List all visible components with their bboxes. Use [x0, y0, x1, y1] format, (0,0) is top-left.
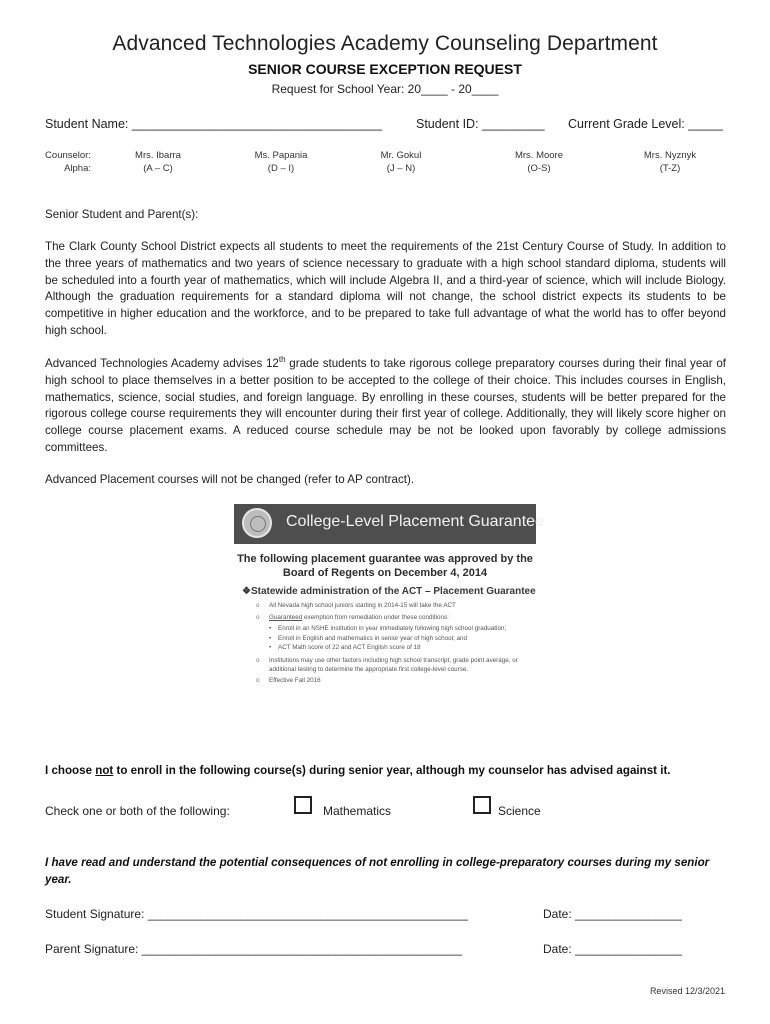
course-checkbox-row	[45, 796, 725, 822]
paragraph-requirements: The Clark County School District expects all students to meet the requirements of the 21st Century Course of Study. In addition to the three years of mathematics and two years of science necessary to graduate with a high school standard diploma, students will be scheduled into a fourth year of mathematics, which will include Algebra II, and a third-year of science, which will include Biology. Although the graduation requirements for a standard diploma will not change, the school district expects its students to be competitive in higher education and the workforce, and to be prepared to take full advantage of what the world has to offer beyond high school.	[45, 240, 726, 337]
student-name-field[interactable]: Student Name: ____________________________________	[45, 117, 383, 131]
student-id-field[interactable]: Student ID: _________	[416, 117, 545, 131]
placement-list-item	[256, 614, 526, 623]
science-label: Science	[498, 804, 541, 818]
counselor-alpha: (D – I)	[267, 163, 295, 174]
underlined-word: not	[95, 764, 114, 777]
placement-list	[256, 602, 526, 689]
state-seal-icon	[242, 508, 272, 538]
statewide-heading: ❖Statewide administration of the ACT – Placement Guarantee	[242, 586, 536, 597]
acknowledgement-statement: I have read and understand the potential consequences of not enrolling in college-preparatory courses during my senior year.	[45, 856, 710, 886]
parent-signature-field[interactable]: Parent Signature: ________________________________________________	[45, 942, 463, 956]
counselor-name: Mrs. Nyznyk	[643, 150, 697, 161]
placement-list-item: o Institutions may use other factors including high school transcript, grade point average, or additional testing to determine the appropriate first college-level course.	[256, 657, 526, 674]
alpha-label: Alpha:	[64, 163, 91, 174]
placement-item-text: exemption from remediation under these conditions:	[302, 613, 449, 621]
choice-text: I choose	[45, 764, 96, 777]
placement-banner-title: College-Level Placement Guarantee	[286, 513, 544, 530]
placement-list-item: o Effective Fall 2016	[256, 677, 526, 686]
placement-heading	[234, 552, 536, 580]
choice-text: to enroll in the following course(s) during senior year, although my counselor has advised against it.	[113, 764, 671, 777]
page-title: Advanced Technologies Academy Counseling Department	[112, 32, 658, 55]
counselor-column	[246, 149, 316, 175]
counselor-alpha: (A – C)	[143, 163, 173, 174]
counselor-column	[503, 149, 575, 175]
greeting: Senior Student and Parent(s):	[45, 208, 199, 221]
paragraph-ap-note: Advanced Placement courses will not be changed (refer to AP contract).	[45, 473, 415, 486]
underlined-word: Guaranteed	[269, 613, 303, 621]
placement-banner	[234, 504, 544, 544]
paragraph-advice	[45, 356, 726, 457]
science-checkbox[interactable]	[473, 796, 491, 814]
mathematics-label: Mathematics	[323, 804, 392, 818]
counselor-column	[366, 149, 436, 175]
counselor-name: Mrs. Ibarra	[135, 150, 181, 161]
placement-bullet: • ACT Math score of 22 and ACT English score of 18	[256, 644, 526, 653]
placement-list-item: o All Nevada high school juniors starting in 2014-15 will take the ACT	[256, 602, 526, 611]
mathematics-checkbox[interactable]	[294, 796, 312, 814]
counselor-alpha: (J – N)	[386, 163, 416, 174]
form-subtitle: SENIOR COURSE EXCEPTION REQUEST	[248, 61, 522, 77]
counselor-column	[630, 149, 710, 175]
placement-heading-line: The following placement guarantee was approved by the	[237, 553, 533, 565]
counselor-label: Counselor:	[45, 150, 91, 161]
grade-level-field[interactable]: Current Grade Level: _____	[568, 117, 723, 131]
revision-date: Revised 12/3/2021	[649, 986, 725, 996]
counselor-alpha: (T-Z)	[659, 163, 681, 174]
counselor-name: Mr. Gokul	[380, 150, 422, 161]
counselor-name: Ms. Papania	[254, 150, 308, 161]
check-instruction: Check one or both of the following:	[45, 804, 230, 818]
paragraph-advice-start: Advanced Technologies Academy advises 12	[45, 357, 279, 370]
parent-date-field[interactable]: Date: ________________	[543, 942, 682, 956]
counselor-alpha: (O-S)	[527, 163, 551, 174]
choice-statement	[45, 764, 671, 777]
student-signature-field[interactable]: Student Signature: ________________________________________________	[45, 907, 469, 921]
ordinal-suffix: th	[278, 355, 286, 365]
placement-heading-line: Board of Regents on December 4, 2014	[282, 567, 488, 579]
placement-guarantee-image	[234, 504, 544, 740]
paragraph-advice-rest: grade students to take rigorous college preparatory courses during their final year of high school to place themselves in a better position to be accepted to the college of their choice. This includes courses in English, mathematics, science, social studies, and foreign language. By enrolling in these courses, students will be better prepared for the rigorous college course requirements they will encounter during their first year of college. Additionally, they will likely score higher on college course placement exams. A reduced course schedule may be not be looked upon favorably by college admissions committees.	[45, 357, 727, 454]
counselor-labels	[45, 149, 91, 175]
school-year-field[interactable]: Request for School Year: 20____ - 20____	[271, 82, 499, 96]
placement-bullet: • Enroll in English and mathematics in senior year of high school; and	[256, 635, 526, 644]
counselor-column	[123, 149, 193, 175]
student-date-field[interactable]: Date: ________________	[543, 907, 682, 921]
counselor-name: Mrs. Moore	[514, 150, 564, 161]
placement-bullet: • Enroll in an NSHE institution in year immediately following high school graduation;	[256, 625, 526, 634]
